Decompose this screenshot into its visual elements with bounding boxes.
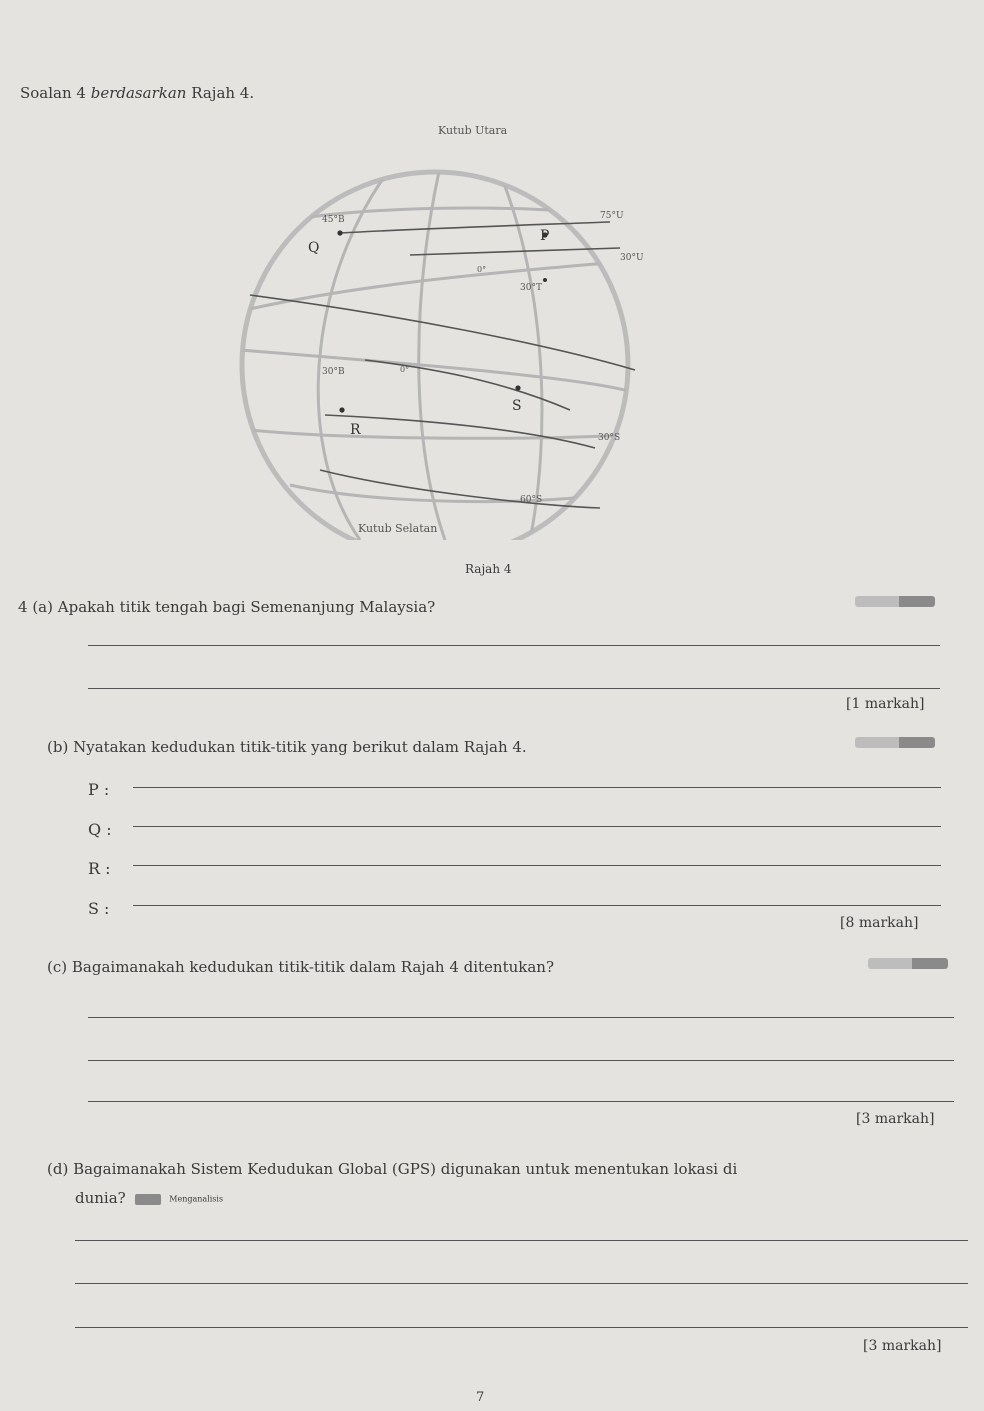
label-30b: 30°B (322, 367, 345, 377)
point-30t-dot (543, 278, 547, 282)
figure-caption: Rajah 4 (465, 562, 512, 576)
label-30t: 30°T (520, 283, 542, 293)
answer-line-d1[interactable] (75, 1240, 968, 1241)
skill-tag-b (855, 737, 935, 748)
intro-text: Soalan 4 berdasarkan Rajah 4. (20, 84, 255, 102)
answer-line-c1[interactable] (88, 1017, 954, 1018)
marks-d: [3 markah] (863, 1338, 942, 1354)
question-a: 4 (a) Apakah titik tengah bagi Semenanjung Malaysia? (18, 598, 436, 616)
answer-line-c2[interactable] (88, 1060, 954, 1061)
item-r-label: R : (88, 859, 111, 878)
meridian-center (419, 145, 445, 540)
answer-line-r[interactable] (133, 865, 941, 866)
equator (240, 350, 640, 395)
marks-b: [8 markah] (840, 915, 919, 931)
answer-line-s[interactable] (133, 905, 941, 906)
item-p-label: P : (88, 780, 110, 799)
answer-line-a2[interactable] (88, 688, 940, 689)
question-d-line2: dunia? Menganalisis (75, 1189, 224, 1207)
answer-line-d3[interactable] (75, 1327, 968, 1328)
answer-line-p[interactable] (133, 787, 941, 788)
label-s: S (512, 398, 522, 414)
label-zero-top: 0° (477, 265, 487, 274)
answer-line-q[interactable] (133, 826, 941, 827)
page-number: 7 (476, 1390, 485, 1405)
label-p: P (540, 228, 550, 244)
answer-line-a1[interactable] (88, 645, 940, 646)
marks-c: [3 markah] (856, 1111, 935, 1127)
question-b: (b) Nyatakan kedudukan titik-titik yang berikut dalam Rajah 4. (47, 738, 527, 756)
label-45b: 45°B (322, 215, 345, 225)
question-c: (c) Bagaimanakah kedudukan titik-titik dalam Rajah 4 ditentukan? (47, 958, 555, 976)
label-q: Q (308, 240, 320, 256)
line-r (325, 415, 595, 448)
point-q-dot (337, 230, 342, 235)
answer-line-d2[interactable] (75, 1283, 968, 1284)
marks-a: [1 markah] (846, 696, 925, 712)
point-r-dot (339, 407, 344, 412)
answer-line-c3[interactable] (88, 1101, 954, 1102)
point-s-dot (515, 385, 520, 390)
skill-tag-d-text: Menganalisis (169, 1194, 224, 1204)
label-zero-mid: 0° (400, 365, 410, 374)
label-south-pole: Kutub Selatan (358, 522, 438, 535)
latitude-30s (250, 430, 630, 438)
label-r: R (350, 422, 361, 438)
label-30u: 30°U (620, 253, 644, 263)
skill-tag-c (868, 958, 948, 969)
line-30b (250, 295, 635, 370)
label-north-pole: Kutub Utara (438, 124, 508, 137)
item-q-label: Q : (88, 820, 112, 839)
question-d-line1: (d) Bagaimanakah Sistem Kedudukan Global (GPS) digunakan untuk menentukan lokasi di (47, 1160, 738, 1178)
label-60s: 60°S (520, 495, 543, 505)
item-s-label: S : (88, 899, 110, 918)
globe-diagram (230, 110, 650, 540)
skill-tag-a (855, 596, 935, 607)
label-30s: 30°S (598, 433, 621, 443)
label-75u: 75°U (600, 211, 624, 221)
skill-tag-d (135, 1194, 161, 1205)
